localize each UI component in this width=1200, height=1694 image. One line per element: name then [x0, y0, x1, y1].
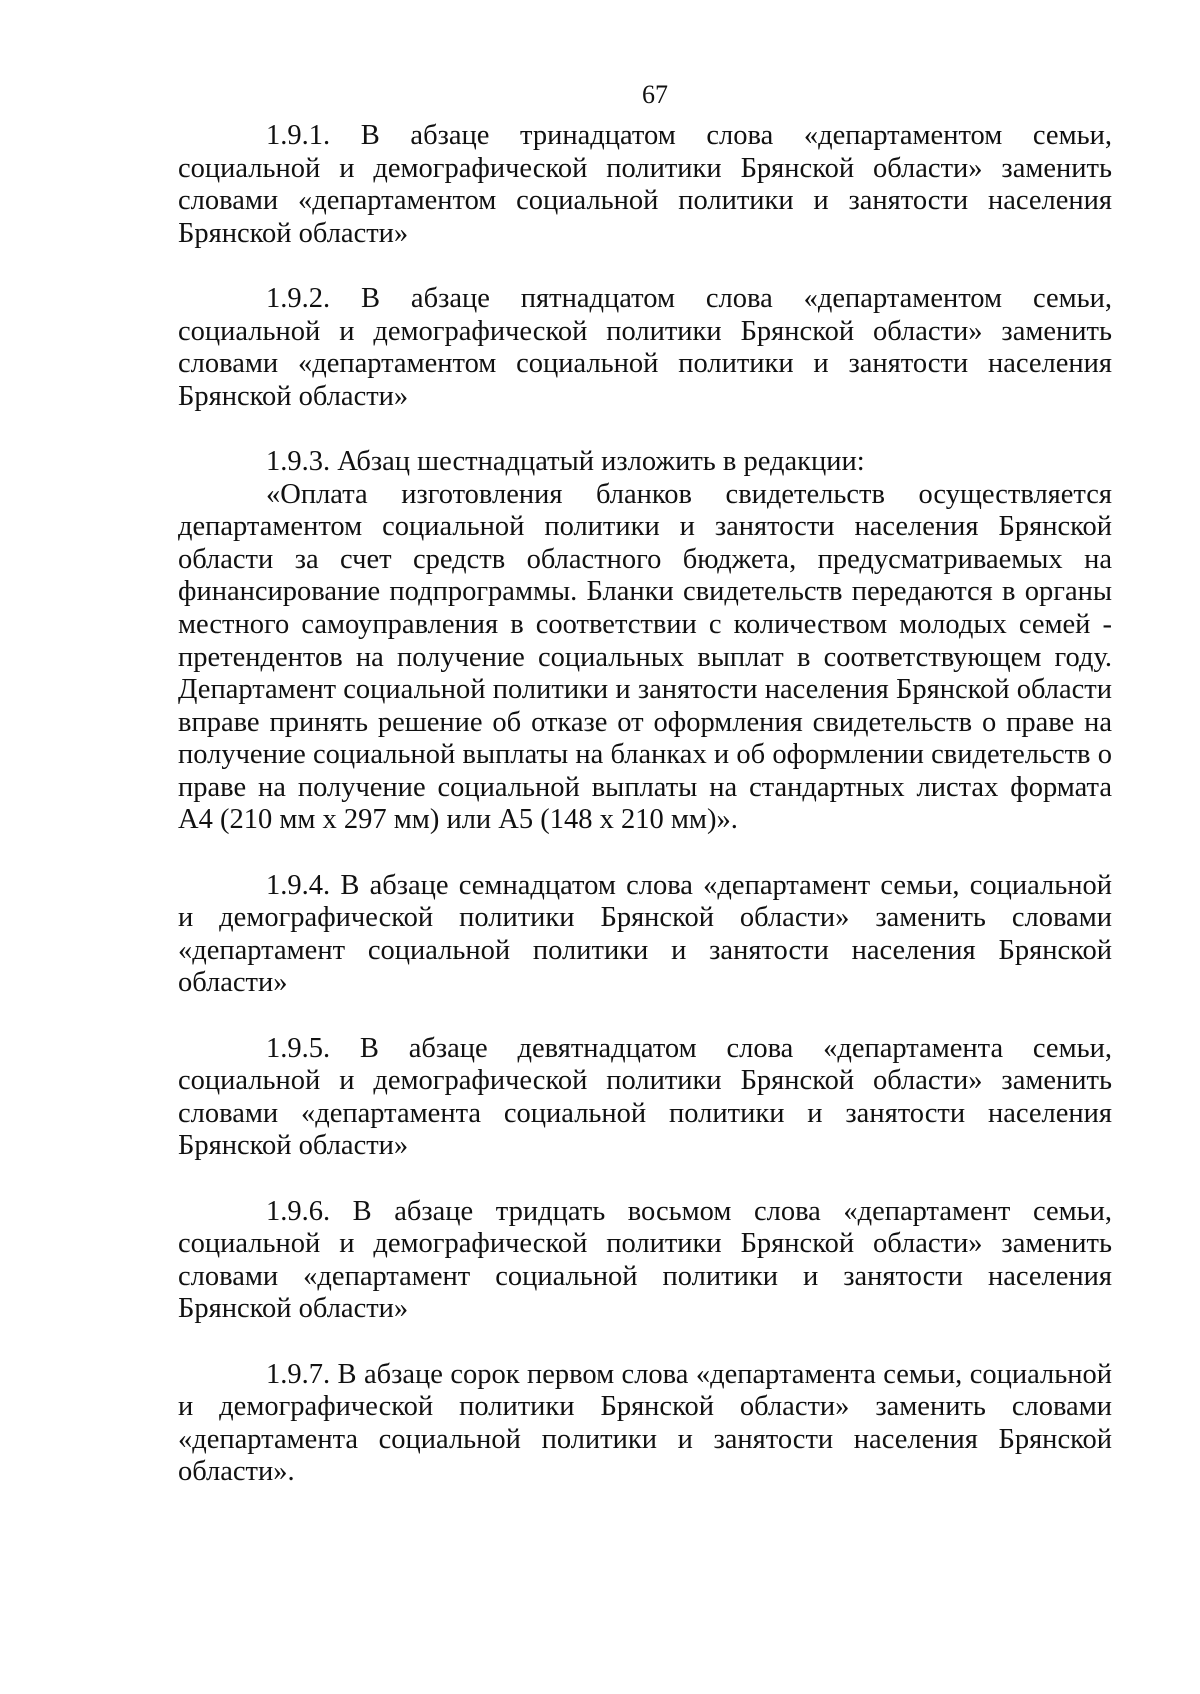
- paragraph-1-9-3-quote: «Оплата изготовления бланков свидетельств осуществляется департаментом социальной политики и занятости населения Брянской области за счет средств областного бюджета, предусматриваемых на финансирование подпрограммы. Бланки свидетельств передаются в органы местного самоуправления в соответствии с количеством молодых семей - претендентов на получение социальных выплат в соответствующем году. Департамент социальной политики и занятости населения Брянской области вправе принять решение об отказе от оформления свидетельств о праве на получение социальной выплаты на бланках и об оформлении свидетельств о праве на получение социальной выплаты на стандартных листах формата А4 (210 мм х 297 мм) или А5 (148 х 210 мм)».: [178, 478, 1112, 836]
- paragraph-1-9-2: 1.9.2. В абзаце пятнадцатом слова «департаментом семьи, социальной и демографической политики Брянской области» заменить словами «департаментом социальной политики и занятости населения Брянской области»: [178, 282, 1112, 412]
- paragraph-1-9-6: 1.9.6. В абзаце тридцать восьмом слова «департамент семьи, социальной и демографической политики Брянской области» заменить словами «департамент социальной политики и занятости населения Брянской области»: [178, 1195, 1112, 1325]
- paragraph-1-9-1: 1.9.1. В абзаце тринадцатом слова «департаментом семьи, социальной и демографической политики Брянской области» заменить словами «департаментом социальной политики и занятости населения Брянской области»: [178, 120, 1112, 249]
- page-number: 67: [642, 80, 668, 109]
- paragraph-1-9-4: 1.9.4. В абзаце семнадцатом слова «департамент семьи, социальной и демографической политики Брянской области» заменить словами «департамент социальной политики и занятости населения Брянской области»: [178, 869, 1112, 999]
- document-body: [178, 120, 1112, 1489]
- paragraph-1-9-7: 1.9.7. В абзаце сорок первом слова «департамента семьи, социальной и демографической политики Брянской области» заменить словами «департамента социальной политики и занятости населения Брянской области».: [178, 1358, 1112, 1488]
- paragraph-1-9-5: 1.9.5. В абзаце девятнадцатом слова «департамента семьи, социальной и демографической политики Брянской области» заменить словами «департамента социальной политики и занятости населения Брянской области»: [178, 1032, 1112, 1162]
- paragraph-1-9-3-heading: 1.9.3. Абзац шестнадцатый изложить в редакции:: [266, 445, 865, 477]
